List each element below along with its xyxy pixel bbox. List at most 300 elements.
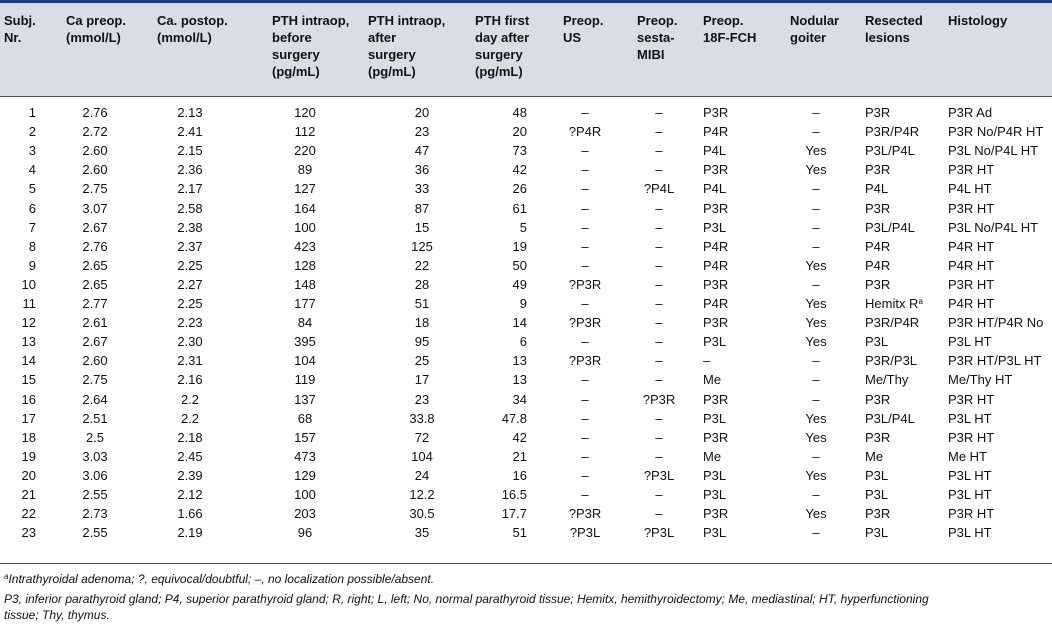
cell-text: 120 [294,105,316,120]
col-ca-preop-cell [55,391,135,409]
col-goiter-cell [785,314,847,332]
table-row [0,142,1052,160]
col-ca-postop-cell [150,333,230,351]
col-goiter-cell [785,161,847,179]
header-line: lesions [865,30,910,45]
header-line: before [272,30,312,45]
col-sestamibi-cell [628,314,690,332]
col-resected-cell [865,257,947,275]
header-line: PTH intraop, [368,13,446,28]
col-pth-after-cell [382,391,462,409]
col-pth-first-cell [467,219,527,237]
col-us-cell [555,391,615,409]
col-subj-cell [4,123,36,141]
cell-text: 36 [414,162,430,178]
table-row [0,486,1052,504]
cell-text: 2.12 [177,487,203,502]
cell-text: 21 [512,448,527,464]
cell-text: 16 [512,467,527,483]
cell-text: P4R [865,238,891,254]
col-ca-postop-cell [150,276,230,294]
cell-text: – [655,143,663,159]
col-ca-preop-cell [55,467,135,485]
cell-text: ?P3L [569,525,601,541]
col-pth-after-cell [382,123,462,141]
col-ca-postop-cell [150,352,230,370]
cell-text: 2.76 [82,238,108,254]
cell-text: P3L [865,334,889,350]
col-fch-cell [703,219,763,237]
col-ca-preop-cell [55,410,135,428]
header-line: Preop. [637,13,678,28]
cell-text: 157 [294,429,316,445]
col-us-cell [555,238,615,256]
col-ca-postop-cell [150,410,230,428]
col-resected-cell [865,123,947,141]
col-resected-cell [865,142,947,160]
cell-text: 10 [21,276,36,292]
footnote-1: $^a$Intrathyroidal adenoma; ?, equivocal/doubtful; –, no localization possible/absent. [4,572,435,586]
col-pth-first-cell [467,410,527,428]
col-pth-after-cell [382,314,462,332]
cell-text: 26 [512,181,527,197]
col-resected-cell [865,524,947,542]
cell-text: 2.77 [82,296,108,311]
col-fch-cell [703,314,763,332]
cell-text: Yes [805,429,827,445]
col-us-cell [555,123,615,141]
col-subj-cell [4,371,36,389]
cell-text: 49 [512,276,527,292]
cell-text: 2.60 [82,353,108,369]
col-ca-preop-cell [55,180,135,198]
cell-text: – [581,391,589,407]
cell-text: 2.13 [177,105,203,120]
cell-text: 23 [414,124,430,140]
cell-text: – [581,448,589,464]
cell-text: – [581,410,589,426]
cell-text: 2.73 [82,506,108,522]
cell-text: 15 [414,219,430,235]
cell-text: P3L HT [948,467,992,483]
table-row [0,391,1052,409]
cell-text: 2.55 [82,525,108,541]
cell-text: P3L [703,525,727,541]
col-subj-cell [4,486,36,504]
cell-text: P4L [865,181,889,197]
col-pth-before-cell [265,104,345,122]
col-ca-preop-cell [55,505,135,523]
col-goiter-header [790,12,839,46]
table-row [0,429,1052,447]
cell-text: 28 [414,276,430,292]
header-line: Resected [865,13,923,28]
cell-text: P3L [703,219,727,235]
cell-text: Hemitx R [865,296,919,311]
cell-text: 89 [297,162,313,178]
col-histology-cell [948,219,1052,237]
col-pth-after-cell [382,180,462,198]
cell-text: 47 [414,143,430,159]
col-subj-cell [4,505,36,523]
col-sestamibi-cell [628,238,690,256]
cell-text: 2.61 [82,315,108,331]
cell-text: 2.37 [177,238,203,254]
col-subj-cell [4,142,36,160]
col-sestamibi-cell [628,295,690,313]
cell-text: P3R HT [948,506,995,522]
cell-text: 73 [512,143,527,159]
cell-text: Yes [805,506,827,522]
cell-text: 33.8 [409,410,435,426]
col-pth-before-header [272,12,349,80]
col-us-cell [555,104,615,122]
cell-text: – [581,238,589,254]
cell-text: P3L [703,334,727,350]
col-pth-first-cell [467,391,527,409]
col-ca-preop-cell [55,448,135,466]
cell-text: 128 [294,257,316,273]
col-subj-cell [4,391,36,409]
col-goiter-cell [785,410,847,428]
cell-text: – [655,353,663,369]
cell-text: P3R [865,200,891,216]
col-fch-cell [703,200,763,218]
cell-text: Me/Thy HT [948,372,1013,388]
header-line: (mmol/L) [66,30,121,45]
cell-text: 2.76 [82,105,108,120]
cell-text: P4R [865,257,891,273]
cell-text: – [655,219,663,235]
cell-text: 395 [294,334,316,350]
col-resected-cell [865,333,947,351]
cell-text: 19 [21,448,36,464]
col-ca-postop-cell [150,467,230,485]
col-ca-postop-cell [150,257,230,275]
table-row [0,200,1052,218]
cell-text: 48 [512,105,527,120]
col-resected-header [865,12,923,46]
cell-text: Yes [805,410,827,426]
col-goiter-cell [785,200,847,218]
cell-text: 2.60 [82,143,108,159]
cell-text: 2 [28,124,36,140]
col-sestamibi-cell [628,200,690,218]
col-histology-cell [948,238,1052,256]
col-pth-after-cell [382,219,462,237]
col-pth-before-cell [265,371,345,389]
cell-text: – [655,296,663,311]
col-fch-cell [703,352,763,370]
cell-text: – [655,257,663,273]
col-resected-cell [865,314,947,332]
col-pth-before-cell [265,467,345,485]
cell-text: 33 [414,181,430,197]
cell-text: P3R [703,391,729,407]
cell-text: 3.03 [82,448,108,464]
cell-text: 17 [21,410,36,426]
col-pth-first-cell [467,104,527,122]
header-line: (pg/mL) [272,64,320,79]
cell-text: – [655,372,663,388]
col-pth-before-cell [265,524,345,542]
col-resected-cell [865,391,947,409]
cell-text: 2.16 [177,372,203,388]
header-divider [0,96,1052,97]
cell-text: P3L No/P4L HT [948,143,1039,159]
col-pth-after-cell [382,352,462,370]
cell-text: – [581,200,589,216]
col-pth-after-cell [382,524,462,542]
col-pth-after-cell [382,161,462,179]
cell-text: 3.06 [82,467,108,483]
col-histology-cell [948,352,1052,370]
col-ca-postop-cell [150,429,230,447]
col-ca-preop-cell [55,429,135,447]
cell-text: P3R [703,506,729,522]
col-goiter-cell [785,123,847,141]
col-ca-postop-cell [150,142,230,160]
cell-text: 96 [297,525,313,541]
col-resected-cell [865,371,947,389]
table-row [0,123,1052,141]
col-ca-preop-cell [55,219,135,237]
col-ca-preop-cell [55,276,135,294]
col-histology-cell [948,200,1052,218]
col-ca-postop-cell [150,314,230,332]
col-us-header [563,12,603,46]
cell-text: 87 [414,200,430,216]
table-row [0,295,1052,313]
cell-text: 2.17 [177,181,203,197]
col-subj-cell [4,429,36,447]
col-ca-postop-cell [150,448,230,466]
cell-text: – [581,162,589,178]
cell-text: 2.39 [177,467,203,483]
col-resected-cell [865,180,947,198]
col-histology-cell [948,104,1052,122]
cell-text: – [581,219,589,235]
header-line: (pg/mL) [475,64,523,79]
header-line: Nodular [790,13,840,28]
col-subj-cell [4,467,36,485]
col-sestamibi-cell [628,352,690,370]
cell-text: 47.8 [501,410,527,426]
col-sestamibi-cell [628,448,690,466]
cell-text: – [581,487,589,502]
cell-text: 2.2 [180,410,200,426]
col-fch-cell [703,448,763,466]
col-ca-postop-cell [150,161,230,179]
col-subj-cell [4,219,36,237]
col-ca-preop-cell [55,295,135,313]
col-sestamibi-cell [628,276,690,294]
cell-text: 129 [294,467,316,483]
cell-text: 1.66 [177,506,203,522]
col-us-cell [555,429,615,447]
cell-text: – [581,429,589,445]
cell-text: ?P3R [568,506,602,522]
table-row [0,219,1052,237]
cell-text: 100 [294,487,316,502]
col-histology-cell [948,391,1052,409]
col-fch-cell [703,371,763,389]
cell-text: P3L [865,467,889,483]
cell-text: P3R [865,105,891,120]
cell-text: 104 [294,353,316,369]
cell-text: P3R HT [948,391,995,407]
col-fch-cell [703,467,763,485]
cell-text: P3L No/P4L HT [948,219,1039,235]
col-pth-first-cell [467,180,527,198]
cell-text: P3R HT [948,429,995,445]
col-pth-before-cell [265,505,345,523]
cell-text: 95 [414,334,430,350]
cell-text: 2.65 [82,276,108,292]
col-fch-cell [703,142,763,160]
cell-text: P3L/P4L [865,143,915,159]
col-ca-preop-cell [55,524,135,542]
cell-text: – [581,257,589,273]
col-pth-before-cell [265,295,345,313]
col-pth-after-cell [382,410,462,428]
cell-text: 21 [21,487,36,502]
cell-text: 9 [28,257,36,273]
col-us-cell [555,314,615,332]
cell-text: 2.30 [177,334,203,350]
col-resected-cell [865,295,947,313]
cell-text: – [812,124,820,140]
cell-text: – [581,181,589,197]
col-sestamibi-cell [628,429,690,447]
cell-text: 2.41 [177,124,203,140]
col-fch-cell [703,486,763,504]
cell-text: – [812,487,820,502]
table-row [0,467,1052,485]
cell-text: – [655,334,663,350]
col-us-cell [555,352,615,370]
cell-text: – [655,162,663,178]
col-histology-cell [948,371,1052,389]
cell-text: 3.07 [82,200,108,216]
col-pth-after-header [368,12,445,80]
cell-text: P3R/P4R [865,315,920,331]
col-resected-cell [865,429,947,447]
cell-text: 2.75 [82,372,108,388]
header-line: Ca preop. [66,13,126,28]
col-pth-before-cell [265,429,345,447]
cell-text: P3R HT [948,200,995,216]
cell-text: 2.64 [82,391,108,407]
col-sestamibi-header [637,12,677,63]
col-pth-before-cell [265,314,345,332]
col-goiter-cell [785,486,847,504]
col-pth-before-cell [265,161,345,179]
cell-text: – [812,105,820,120]
col-pth-before-cell [265,276,345,294]
cell-text: Me [865,448,884,464]
cell-text: P3R HT [948,276,995,292]
cell-text: 2.67 [82,219,108,235]
table-row [0,448,1052,466]
col-fch-cell [703,410,763,428]
col-pth-first-cell [467,333,527,351]
col-goiter-cell [785,371,847,389]
col-sestamibi-cell [628,161,690,179]
cell-text: P3L HT [948,525,992,541]
col-pth-after-cell [382,371,462,389]
cell-text: 100 [294,219,316,235]
cell-text: 16 [21,391,36,407]
col-histology-cell [948,333,1052,351]
cell-text: 2.75 [82,181,108,197]
table-row [0,238,1052,256]
cell-text: 2.67 [82,334,108,350]
col-histology-cell [948,486,1052,504]
header-line: goiter [790,30,827,45]
col-fch-cell [703,429,763,447]
header-line: Histology [948,13,1008,28]
col-subj-cell [4,295,36,313]
cell-text: – [655,238,663,254]
col-sestamibi-cell [628,486,690,504]
col-sestamibi-cell [628,333,690,351]
col-ca-preop-cell [55,104,135,122]
cell-text: Yes [805,257,827,273]
cell-text: ?P3R [642,391,676,407]
col-ca-postop-cell [150,123,230,141]
cell-text: Me HT [948,448,987,464]
col-histology-cell [948,180,1052,198]
col-subj-cell [4,314,36,332]
col-resected-cell [865,467,947,485]
cell-text: – [655,105,663,120]
col-pth-first-header [475,12,529,80]
cell-text: ?P4R [568,124,602,140]
cell-text: – [581,143,589,159]
col-pth-before-cell [265,123,345,141]
col-us-cell [555,161,615,179]
col-histology-cell [948,467,1052,485]
cell-text: 61 [512,200,527,216]
cell-text: 2.18 [177,429,203,445]
cell-text: Yes [805,296,827,311]
col-subj-cell [4,276,36,294]
cell-text: – [812,525,820,541]
col-goiter-cell [785,505,847,523]
col-pth-first-cell [467,371,527,389]
col-fch-cell [703,161,763,179]
col-sestamibi-cell [628,180,690,198]
col-histology-header [948,12,1007,29]
col-histology-cell [948,448,1052,466]
col-sestamibi-cell [628,391,690,409]
col-histology-cell [948,429,1052,447]
col-histology-cell [948,123,1052,141]
col-pth-after-cell [382,448,462,466]
cell-text: 51 [512,525,527,541]
header-line: Preop. [703,13,744,28]
col-fch-cell [703,333,763,351]
cell-text: – [655,276,663,292]
cell-text: – [655,315,663,331]
col-subj-cell [4,257,36,275]
cell-text: – [581,467,589,483]
col-subj-cell [4,200,36,218]
col-us-cell [555,333,615,351]
table-row [0,161,1052,179]
cell-text: 127 [294,181,316,197]
